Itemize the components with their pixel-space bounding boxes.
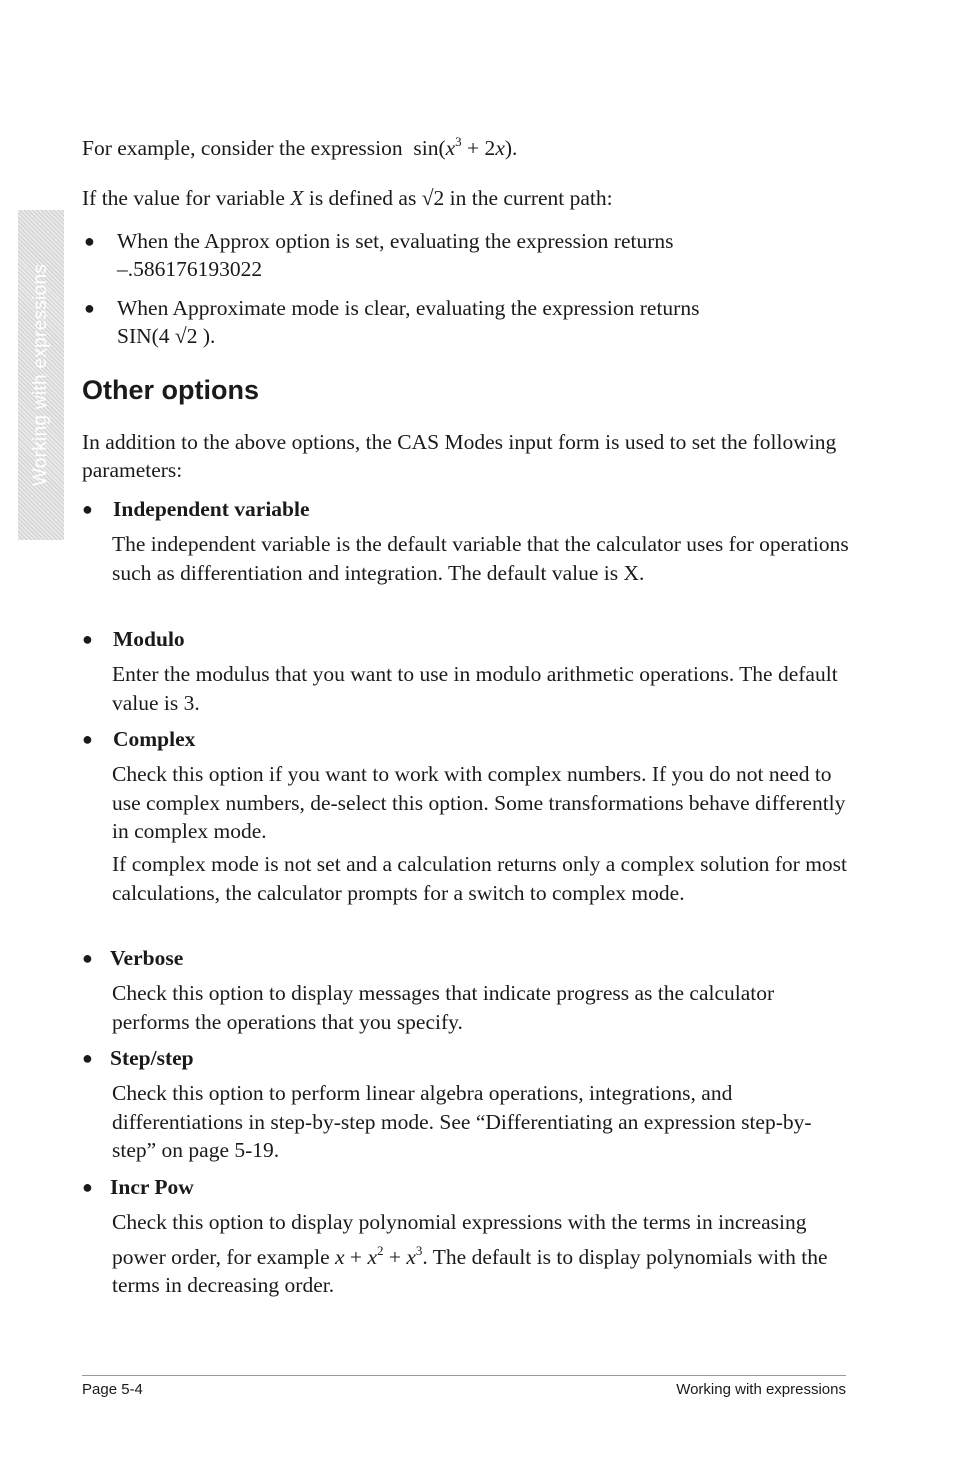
bullet-exact: When Approximate mode is clear, evaluating the expression returns SIN(4 √2 ).	[117, 296, 700, 348]
option-desc: Check this option to display messages that indicate progress as the calculator performs the operations that you specify.	[112, 981, 775, 1034]
side-tab	[18, 210, 64, 540]
section-heading: Other options	[82, 375, 259, 405]
footer-chapter-title: Working with expressions	[676, 1381, 846, 1398]
footer-rule	[82, 1375, 846, 1376]
bullet-icon: ●	[82, 948, 93, 968]
example-expression: $\sin(x^3 + 2x)$.	[413, 134, 518, 160]
bullet-icon: ●	[82, 629, 93, 649]
option-term: Modulo	[113, 627, 185, 651]
bullet-icon: ●	[84, 298, 95, 318]
bullet-icon: ●	[82, 499, 93, 519]
footer-page-number: Page 5-4	[82, 1381, 143, 1398]
option-term: Step/step	[110, 1046, 194, 1070]
bullet-icon: ●	[82, 1177, 93, 1197]
option-term: Independent variable	[113, 497, 310, 521]
option-desc: The independent variable is the default variable that the calculator uses for operations such as differentiation and integration. The default value is X.	[112, 532, 849, 585]
option-term: Complex	[113, 727, 196, 751]
value-paragraph: If the value for variable X is defined as √2 in the current path:	[82, 186, 613, 210]
section-intro: In addition to the above options, the CAS Modes input form is used to set the following parameters:	[82, 430, 837, 482]
example-paragraph: For example, consider the expression $\sin(x^3 + 2x)$.	[82, 134, 518, 160]
bullet-icon: ●	[82, 729, 93, 749]
bullet-icon: ●	[82, 1048, 93, 1068]
option-desc: Check this option to display polynomial expressions with the terms in increasing power order, for example $x + x^2 + x^3$. The default is to display polynomials with the terms in decreasing order.	[112, 1210, 828, 1297]
option-desc-extra: If complex mode is not set and a calculation returns only a complex solution for most calculations, the calculator prompts for a switch to complex mode.	[112, 852, 848, 905]
side-tab-label: Working with expressions	[30, 263, 51, 487]
bullet-approx: When the Approx option is set, evaluating the expression returns –.586176193022	[117, 229, 674, 281]
variable-x: X	[290, 186, 304, 210]
bullet-icon: ●	[84, 231, 95, 251]
option-term: Incr Pow	[110, 1175, 194, 1199]
option-term: Verbose	[110, 946, 184, 970]
option-desc: Check this option if you want to work with complex numbers. If you do not need to use complex numbers, de-select this option. Some transformations behave differently in complex mode.	[112, 762, 846, 843]
option-desc: Check this option to perform linear algebra operations, integrations, and differentiations in step-by-step mode. See “Differentiating an expression step-by-step” on page 5-19.	[112, 1081, 812, 1162]
sqrt-expression: √2	[421, 186, 445, 210]
option-desc: Enter the modulus that you want to use in modulo arithmetic operations. The default value is 3.	[112, 662, 838, 715]
polynomial-expression: $x + x^2 + x^3$	[335, 1242, 423, 1269]
